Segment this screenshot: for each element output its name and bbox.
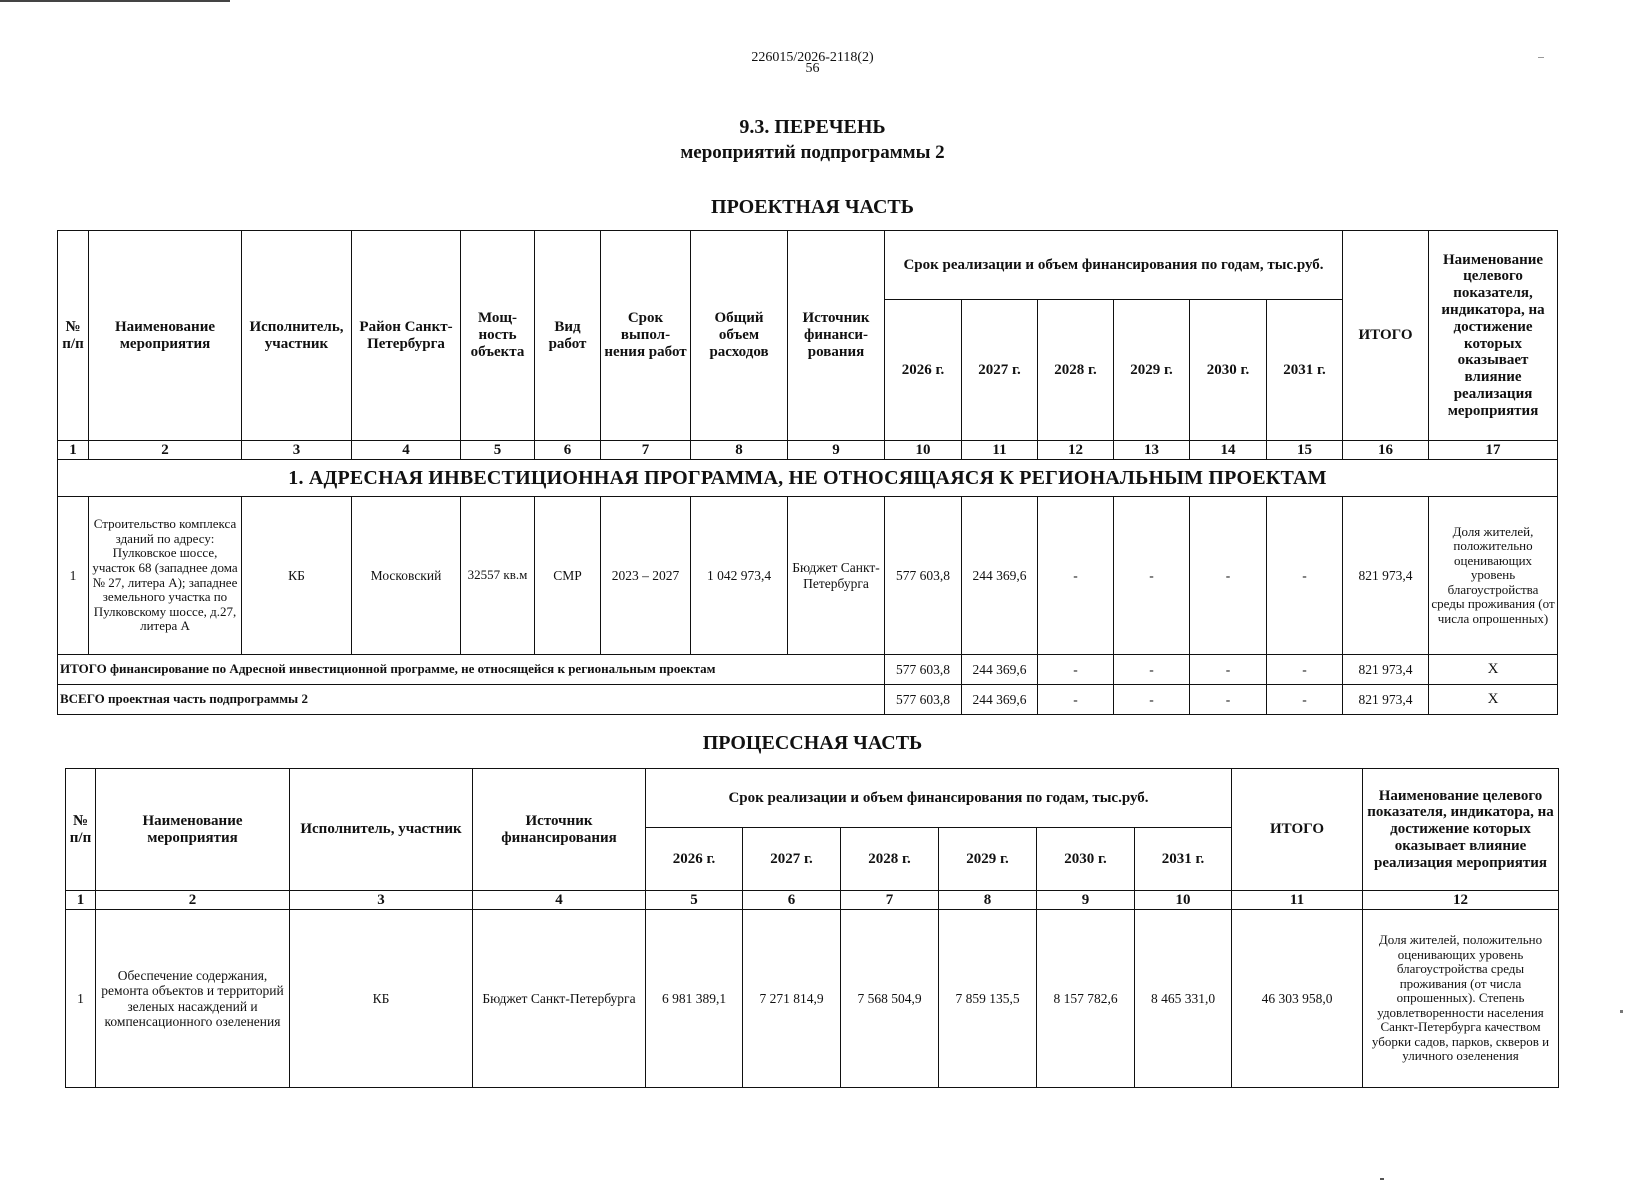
col-header-year: 2027 г.: [743, 828, 841, 891]
row-year-value: -: [1114, 497, 1190, 655]
document-title: 9.3. ПЕРЕЧЕНЬ: [739, 116, 886, 138]
subtotal-year-value: -: [1267, 655, 1343, 685]
col-header-name: Наименование мероприятия: [89, 231, 242, 441]
col-number: 2: [96, 891, 290, 910]
process-part-title: ПРОЦЕССНАЯ ЧАСТЬ: [702, 732, 923, 754]
row-itogo: 46 303 958,0: [1232, 910, 1363, 1088]
col-number: 10: [1135, 891, 1232, 910]
col-header-indicator: Наименование целевого показателя, индикатора, на достижение которых оказывает влияние реализация мероприятия: [1429, 231, 1558, 441]
page-number: 56: [805, 61, 820, 76]
col-header-district: Район Санкт-Петербурга: [352, 231, 461, 441]
row-year-value: -: [1267, 497, 1343, 655]
row-term: 2023 – 2027: [601, 497, 691, 655]
col-header-period: Срок реализации и объем финансирования по годам, тыс.руб.: [646, 769, 1232, 828]
row-name: Обеспечение содержания, ремонта объектов и территорий зеленых насаждений и компенсационного озеленения: [96, 910, 290, 1088]
total-year-value: -: [1267, 685, 1343, 715]
row-indicator: Доля жителей, положительно оценивающих уровень благоустройства среды проживания (от числа опрошенных): [1429, 497, 1558, 655]
col-number: 14: [1190, 441, 1267, 460]
col-number: 5: [646, 891, 743, 910]
total-indicator: Х: [1429, 685, 1558, 715]
subtotal-label: ИТОГО финансирование по Адресной инвестиционной программе, не относящейся к региональным проектам: [58, 655, 885, 685]
process-part-table: [65, 768, 1559, 1088]
col-number: 16: [1343, 441, 1429, 460]
col-header-period: Срок реализации и объем финансирования по годам, тыс.руб.: [885, 231, 1343, 300]
col-number: 6: [743, 891, 841, 910]
registration-number: 226015/2026-2118(2): [751, 50, 874, 65]
row-itogo: 821 973,4: [1343, 497, 1429, 655]
col-number: 10: [885, 441, 962, 460]
total-year-value: -: [1114, 685, 1190, 715]
row-year-value: 8 465 331,0: [1135, 910, 1232, 1088]
col-number: 8: [939, 891, 1037, 910]
row-work-type: СМР: [535, 497, 601, 655]
col-header-year: 2031 г.: [1135, 828, 1232, 891]
col-header-year: 2030 г.: [1037, 828, 1135, 891]
col-header-num: № п/п: [66, 769, 96, 891]
col-header-source: Источник финанси-рования: [788, 231, 885, 441]
col-number: 3: [242, 441, 352, 460]
col-header-executor: Исполнитель, участник: [290, 769, 473, 891]
scan-mark: [1380, 1178, 1384, 1180]
col-header-year: 2026 г.: [885, 300, 962, 441]
total-year-value: -: [1190, 685, 1267, 715]
row-year-value: 7 859 135,5: [939, 910, 1037, 1088]
row-year-value: 7 568 504,9: [841, 910, 939, 1088]
subtotal-year-value: -: [1114, 655, 1190, 685]
row-district: Московский: [352, 497, 461, 655]
col-header-year: 2031 г.: [1267, 300, 1343, 441]
row-executor: КБ: [242, 497, 352, 655]
col-header-term: Срок выпол-нения работ: [601, 231, 691, 441]
row-indicator: Доля жителей, положительно оценивающих уровень благоустройства среды проживания (от числа опрошенных). Степень удовлетворенности населения Санкт-Петербурга качеством уборки садов, парков, скверов и уличного озеленения: [1363, 910, 1559, 1088]
col-header-year: 2029 г.: [939, 828, 1037, 891]
total-year-value: -: [1038, 685, 1114, 715]
subtotal-itogo: 821 973,4: [1343, 655, 1429, 685]
row-capacity: 32557 кв.м: [461, 497, 535, 655]
col-header-itogo: ИТОГО: [1343, 231, 1429, 441]
column-number-row: [66, 891, 1559, 910]
col-header-year: 2030 г.: [1190, 300, 1267, 441]
col-header-year: 2026 г.: [646, 828, 743, 891]
col-header-itogo: ИТОГО: [1232, 769, 1363, 891]
col-number: 1: [58, 441, 89, 460]
col-number: 12: [1038, 441, 1114, 460]
row-num: 1: [58, 497, 89, 655]
col-header-num: № п/п: [58, 231, 89, 441]
row-num: 1: [66, 910, 96, 1088]
row-source: Бюджет Санкт-Петербурга: [473, 910, 646, 1088]
col-number: 4: [473, 891, 646, 910]
table-row: [66, 910, 1559, 1088]
col-number: 9: [788, 441, 885, 460]
row-total-cost: 1 042 973,4: [691, 497, 788, 655]
col-header-total-cost: Общий объем расходов: [691, 231, 788, 441]
col-header-name: Наименование мероприятия: [96, 769, 290, 891]
project-part-table: [57, 230, 1558, 715]
col-number: 12: [1363, 891, 1559, 910]
section-band: 1. АДРЕСНАЯ ИНВЕСТИЦИОННАЯ ПРОГРАММА, НЕ ОТНОСЯЩАЯСЯ К РЕГИОНАЛЬНЫМ ПРОЕКТАМ: [58, 460, 1558, 497]
col-number: 13: [1114, 441, 1190, 460]
col-header-year: 2028 г.: [841, 828, 939, 891]
col-number: 6: [535, 441, 601, 460]
row-executor: КБ: [290, 910, 473, 1088]
col-header-year: 2029 г.: [1114, 300, 1190, 441]
col-header-source: Источник финансирования: [473, 769, 646, 891]
subtotal-indicator: Х: [1429, 655, 1558, 685]
subtotal-year-value: 577 603,8: [885, 655, 962, 685]
col-number: 1: [66, 891, 96, 910]
subtotal-row: [58, 655, 1558, 685]
col-header-indicator: Наименование целевого показателя, индикатора, на достижение которых оказывает влияние реализация мероприятия: [1363, 769, 1559, 891]
row-year-value: 8 157 782,6: [1037, 910, 1135, 1088]
subtotal-year-value: -: [1038, 655, 1114, 685]
total-year-value: 577 603,8: [885, 685, 962, 715]
row-year-value: -: [1190, 497, 1267, 655]
row-year-value: 577 603,8: [885, 497, 962, 655]
col-number: 2: [89, 441, 242, 460]
top-rule: [0, 0, 230, 2]
col-number: 17: [1429, 441, 1558, 460]
row-year-value: 6 981 389,1: [646, 910, 743, 1088]
subtotal-year-value: 244 369,6: [962, 655, 1038, 685]
col-header-work-type: Вид работ: [535, 231, 601, 441]
scan-mark: [1620, 1010, 1623, 1013]
col-header-year: 2027 г.: [962, 300, 1038, 441]
col-number: 7: [601, 441, 691, 460]
total-itogo: 821 973,4: [1343, 685, 1429, 715]
col-header-capacity: Мощ-ность объекта: [461, 231, 535, 441]
col-number: 8: [691, 441, 788, 460]
row-year-value: -: [1038, 497, 1114, 655]
row-year-value: 7 271 814,9: [743, 910, 841, 1088]
col-number: 9: [1037, 891, 1135, 910]
total-label: ВСЕГО проектная часть подпрограммы 2: [58, 685, 885, 715]
col-number: 7: [841, 891, 939, 910]
subtotal-year-value: -: [1190, 655, 1267, 685]
col-number: 3: [290, 891, 473, 910]
col-header-executor: Исполнитель, участник: [242, 231, 352, 441]
col-number: 4: [352, 441, 461, 460]
column-number-row: [58, 441, 1558, 460]
project-part-title: ПРОЕКТНАЯ ЧАСТЬ: [711, 196, 914, 218]
total-row: [58, 685, 1558, 715]
col-number: 11: [1232, 891, 1363, 910]
row-year-value: 244 369,6: [962, 497, 1038, 655]
table-row: [58, 497, 1558, 655]
col-header-year: 2028 г.: [1038, 300, 1114, 441]
row-name: Строительство комплекса зданий по адресу: Пулковское шоссе, участок 68 (западнее дома № 27, литера А); западнее земельного участка по Пулковскому шоссе, д.27, литера А: [89, 497, 242, 655]
total-year-value: 244 369,6: [962, 685, 1038, 715]
document-subtitle: мероприятий подпрограммы 2: [680, 142, 945, 163]
col-number: 15: [1267, 441, 1343, 460]
row-source: Бюджет Санкт-Петербурга: [788, 497, 885, 655]
col-number: 11: [962, 441, 1038, 460]
col-number: 5: [461, 441, 535, 460]
